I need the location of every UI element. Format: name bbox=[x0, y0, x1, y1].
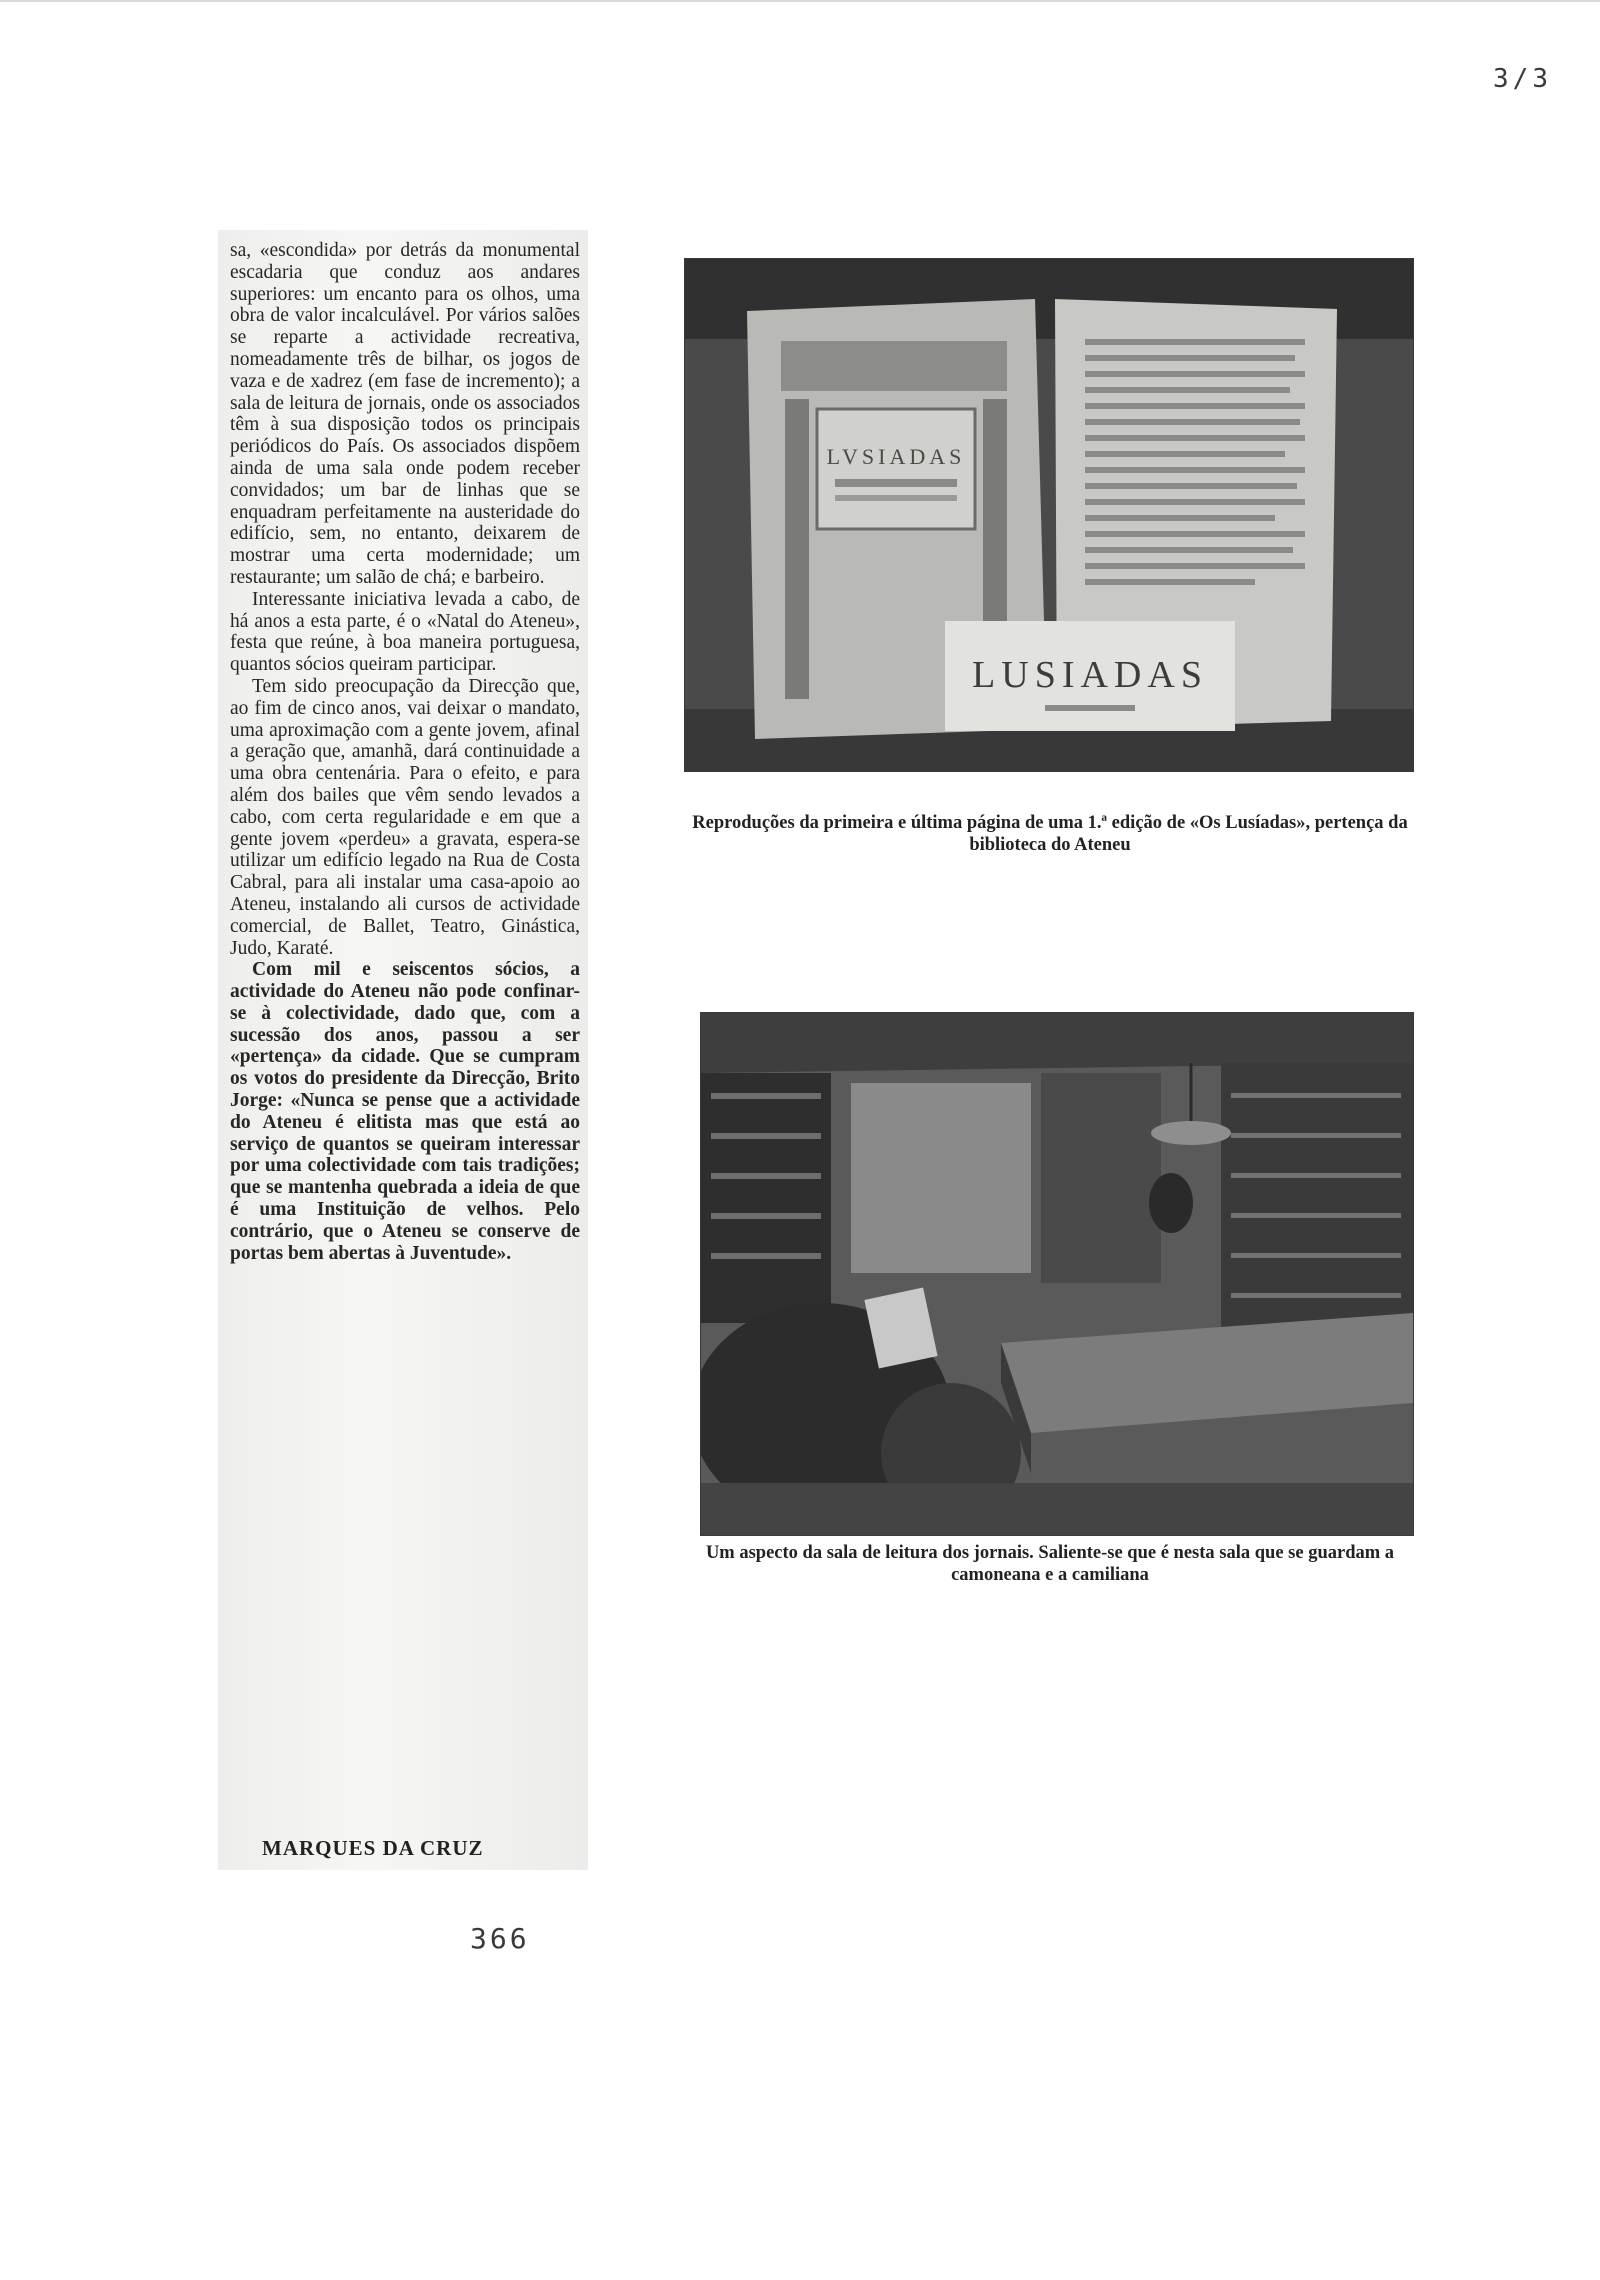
article-paragraph-1: sa, «escondida» por detrás da monumental escadaria que conduz aos andares superiores: um encanto para os olhos, uma obra de valor incalculável. Por vários salões se reparte a actividade recreativa, nomeadamente três de bilhar, os jogos de vaza e de xadrez (em fase de incremento); a sala de leitura de jornais, onde os associados têm à sua disposição todos os principais periódicos do País. Os associados dispõem ainda de uma sala onde podem receber convidados; um bar de linhas que se enquadram perfeitamente na austeridade do edifício, sem, no entanto, deixarem de mostrar uma certa modernidade; um restaurante; um salão de chá; e barbeiro. bbox=[230, 240, 580, 588]
lusiadas-book-image bbox=[685, 259, 1413, 771]
booklet-title: LUSIADAS bbox=[972, 654, 1208, 696]
article-paragraph-2: Interessante iniciativa levada a cabo, de há anos a esta parte, é o «Natal do Ateneu», festa que reúne, à boa maneira portuguesa, quantos sócios queiram participar. bbox=[230, 588, 580, 676]
article-column bbox=[230, 240, 580, 1264]
article-paragraph-3: Tem sido preocupação da Direcção que, ao fim de cinco anos, vai deixar o mandato, uma aproximação com a gente jovem, afinal a geração que, amanhã, dará continuidade a uma obra centenária. Para o efeito, e para além dos bailes que vêm sendo levados a cabo, com certa regularidade e em que a gente jovem «perdeu» a gravata, espera-se utilizar um edifício legado na Rua de Costa Cabral, para ali instalar uma casa-apoio ao Ateneu, instalando ali cursos de actividade comercial, de Ballet, Teatro, Ginástica, Judo, Karaté. bbox=[230, 675, 580, 959]
author-signature: MARQUES DA CRUZ bbox=[262, 1836, 484, 1860]
photo-caption-lusiadas: Reproduções da primeira e última página de uma 1.ª edição de «Os Lusíadas», pertença da biblioteca do Ateneu bbox=[692, 813, 1408, 855]
scan-top-edge bbox=[0, 0, 1600, 2]
page-marker: 3/3 bbox=[1493, 64, 1552, 94]
reading-room-photo bbox=[700, 1012, 1414, 1536]
page-number: 366 bbox=[470, 1922, 530, 1955]
left-page-inscription: LVSIADAS bbox=[826, 444, 966, 469]
reading-room-image bbox=[701, 1013, 1413, 1535]
lusiadas-photo bbox=[684, 258, 1414, 772]
article-paragraph-4: Com mil e seiscentos sócios, a actividade do Ateneu não pode confinar-se à colectividade, dado que, com a sucessão dos anos, passou a ser «pertença» da cidade. Que se cumpram os votos do presidente da Direcção, Brito Jorge: «Nunca se pense que a actividade do Ateneu é elitista mas que está ao serviço de quantos se queiram interessar por uma colectividade com tais tradições; que se mantenha quebrada a ideia de que é uma Instituição de velhos. Pelo contrário, que o Ateneu se conserve de portas bem abertas à Juventude». bbox=[230, 959, 580, 1264]
photo-caption-reading-room: Um aspecto da sala de leitura dos jornais. Saliente-se que é nesta sala que se guardam a camoneana e a camiliana bbox=[705, 1543, 1395, 1585]
